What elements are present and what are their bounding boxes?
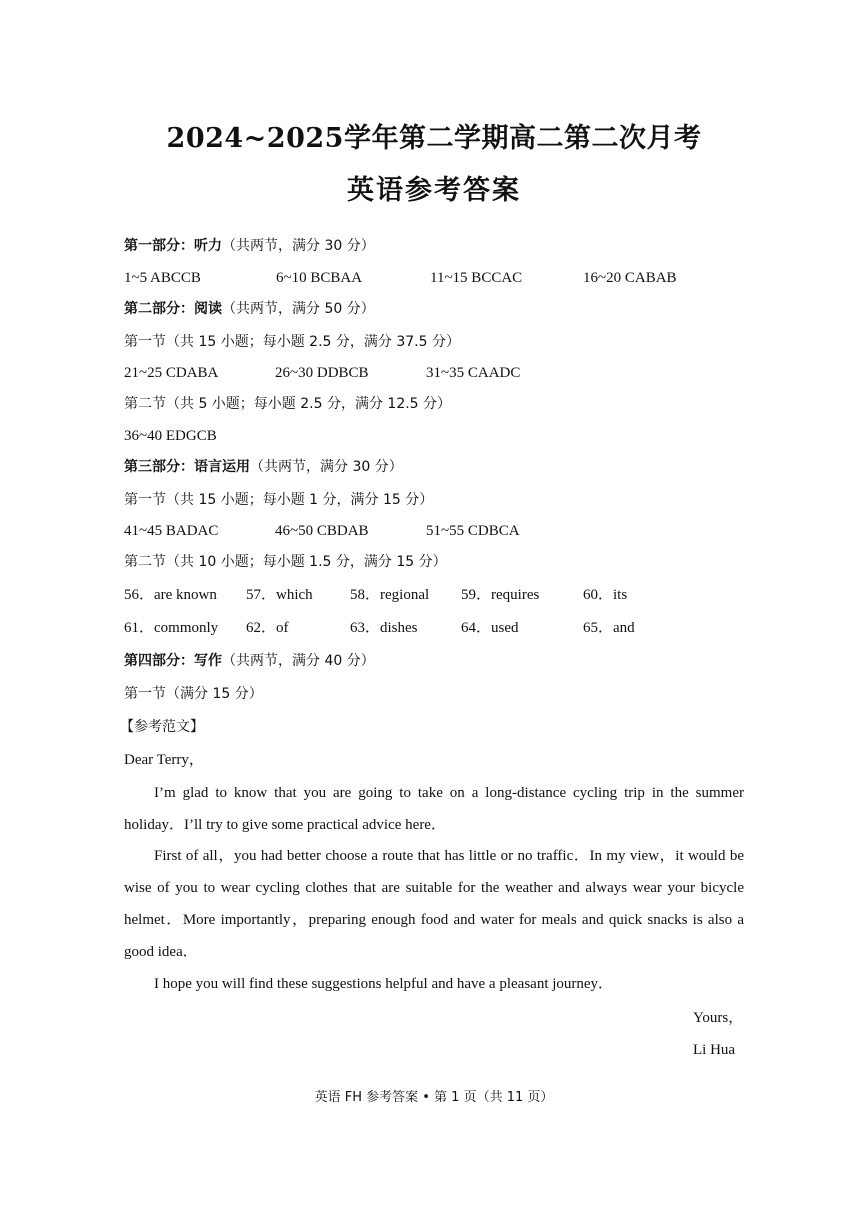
letter-paragraph: First of all，you had better choose a route that has little or no traffic．In my view，it would be wise of you to wear cycling clothes that are suitable for the weather and always wear your bicycle helmet．More importantly，preparing enough food and water for meals and quick snacks is also a good idea． bbox=[124, 848, 744, 960]
document-title: 2024~2025学年第二学期高二第二次月考 bbox=[166, 123, 702, 154]
part1-heading-line bbox=[124, 236, 375, 256]
sample-essay-label: 【参考范文】 bbox=[120, 719, 204, 735]
part4-section1-heading: 第一节（满分 15 分） bbox=[124, 686, 263, 702]
part2-heading: 第二部分：阅读 bbox=[124, 301, 222, 317]
part2-section1-heading: 第一节（共 15 小题；每小题 2.5 分，满分 37.5 分） bbox=[124, 334, 460, 350]
letter-paragraph: I hope you will find these suggestions helpful and have a pleasant journey． bbox=[154, 976, 614, 992]
part1-heading: 第一部分：听力 bbox=[124, 238, 222, 254]
part2-heading-note: （共两节，满分 50 分） bbox=[222, 301, 375, 317]
fill-answer: 61．commonly bbox=[124, 620, 219, 636]
fill-answer: 60．its bbox=[583, 587, 628, 603]
part4-heading: 第四部分：写作 bbox=[124, 653, 222, 669]
part2-section1-answer: 21~25 CDABA bbox=[124, 365, 219, 381]
part4-heading-line bbox=[124, 651, 375, 671]
fill-answer: 58．regional bbox=[350, 587, 430, 603]
part3-section2-heading: 第二节（共 10 小题；每小题 1.5 分，满分 15 分） bbox=[124, 554, 447, 570]
part1-answer: 1~5 ABCCB bbox=[124, 270, 201, 286]
part1-heading-note: （共两节，满分 30 分） bbox=[222, 238, 375, 254]
part1-answer: 16~20 CABAB bbox=[583, 270, 677, 286]
part3-section1-answer: 46~50 CBDAB bbox=[275, 523, 369, 539]
part3-section1-heading: 第一节（共 15 小题；每小题 1 分，满分 15 分） bbox=[124, 492, 434, 508]
letter-signature: Li Hua bbox=[693, 1042, 736, 1058]
part2-section1-answer: 26~30 DDBCB bbox=[275, 365, 369, 381]
part1-answer: 11~15 BCCAC bbox=[430, 270, 523, 286]
letter-paragraph: I’m glad to know that you are going to take on a long-distance cycling trip in the summer holiday．I’ll try to give some practical advice here． bbox=[124, 785, 744, 833]
part3-heading: 第三部分：语言运用 bbox=[124, 459, 250, 475]
fill-answer: 56．are known bbox=[124, 587, 217, 603]
fill-answer: 63．dishes bbox=[350, 620, 418, 636]
part2-section1-answer: 31~35 CAADC bbox=[426, 365, 521, 381]
part3-section1-answer: 51~55 CDBCA bbox=[426, 523, 520, 539]
letter-greeting: Dear Terry， bbox=[124, 752, 204, 768]
letter-closing: Yours， bbox=[693, 1010, 744, 1026]
part1-answer: 6~10 BCBAA bbox=[276, 270, 363, 286]
fill-answer: 64．used bbox=[461, 620, 519, 636]
part3-heading-note: （共两节，满分 30 分） bbox=[250, 459, 403, 475]
page-footer: 英语 FH 参考答案 • 第 1 页（共 11 页） bbox=[314, 1090, 554, 1105]
part2-section2-answer: 36~40 EDGCB bbox=[124, 428, 217, 444]
part3-section1-answer: 41~45 BADAC bbox=[124, 523, 219, 539]
fill-answer: 57．which bbox=[246, 587, 313, 603]
part4-heading-note: （共两节，满分 40 分） bbox=[222, 653, 375, 669]
fill-answer: 65．and bbox=[583, 620, 635, 636]
fill-answer: 62．of bbox=[246, 620, 289, 636]
document-subtitle: 英语参考答案 bbox=[347, 175, 521, 206]
part2-heading-line bbox=[124, 299, 375, 319]
part3-heading-line bbox=[124, 457, 403, 477]
fill-answer: 59．requires bbox=[461, 587, 540, 603]
part2-section2-heading: 第二节（共 5 小题；每小题 2.5 分，满分 12.5 分） bbox=[124, 396, 452, 412]
